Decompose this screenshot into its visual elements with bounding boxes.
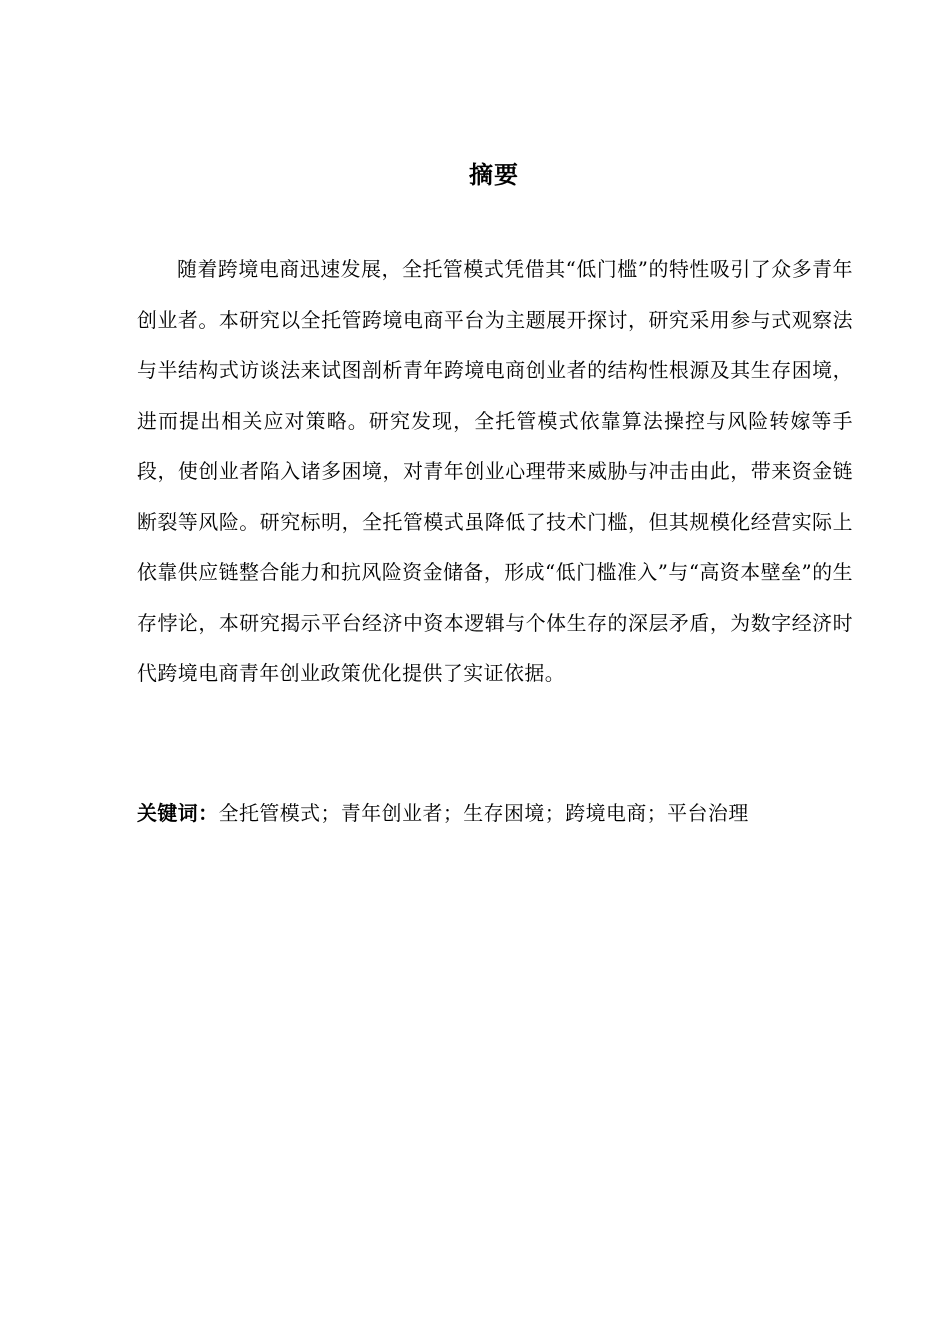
keywords-list: 全托管模式；青年创业者；生存困境；跨境电商；平台治理 [218, 802, 749, 825]
keywords-label: 关键词： [137, 802, 219, 825]
abstract-body: 随着跨境电商迅速发展，全托管模式凭借其“低门槛”的特性吸引了众多青年创业者。本研究以全托管跨境电商平台为主题展开探讨，研究采用参与式观察法与半结构式访谈法来试图剖析青年跨境电商创业者的结构性根源及其生存困境，进而提出相关应对策略。研究发现，全托管模式依靠算法操控与风险转嫁等手段，使创业者陷入诸多困境，对青年创业心理带来威胁与冲击由此，带来资金链断裂等风险。研究标明，全托管模式虽降低了技术门槛，但其规模化经营实际上依靠供应链整合能力和抗风险资金储备，形成“低门槛准入”与“高资本壁垒”的生存悖论，本研究揭示平台经济中资本逻辑与个体生存的深层矛盾，为数字经济时代跨境电商青年创业政策优化提供了实证依据。 [137, 258, 853, 685]
keywords-line [137, 796, 853, 832]
abstract-title: 摘要 [469, 161, 519, 189]
